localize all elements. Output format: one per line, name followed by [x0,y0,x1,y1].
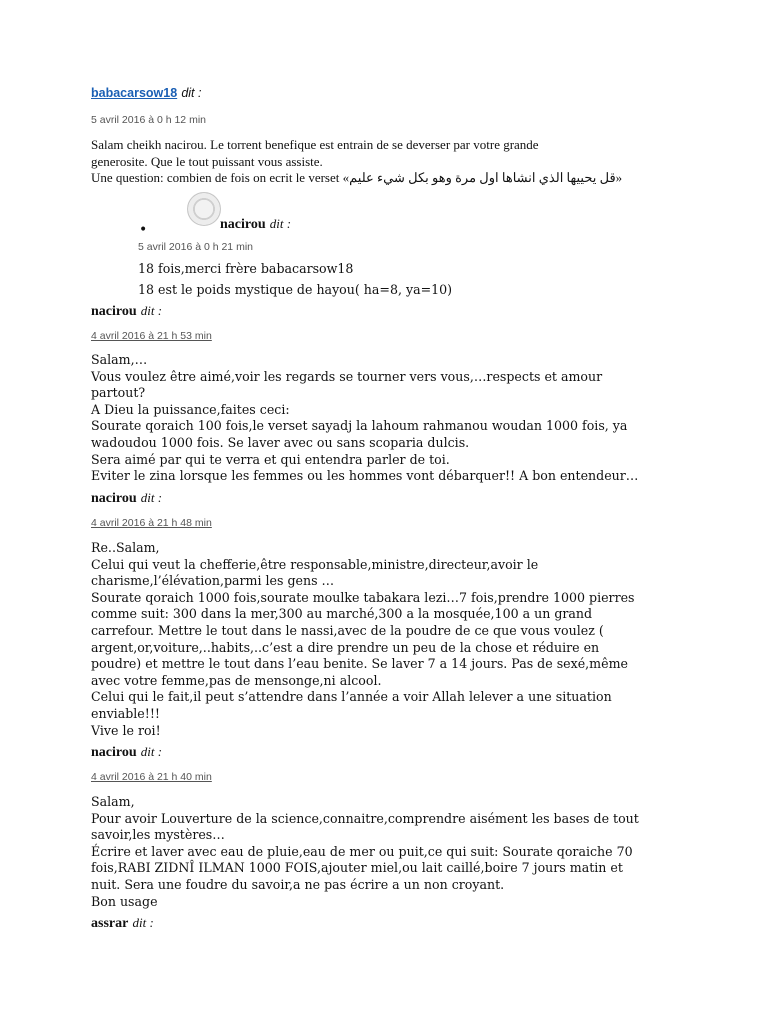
comment-line: Une question: combien de fois on ecrit le verset «قل يحييها الذي انشاها اول مرة وهو بكل شيء عليم» [91,170,623,185]
comment-body [91,540,691,739]
comment-date: 5 avril 2016 à 0 h 12 min [91,114,206,126]
comment-author-line [91,86,201,101]
comment-line: Celui qui veut la chefferie,être responsable,ministre,directeur,avoir le [91,556,539,572]
comment-line: partout? [91,385,146,401]
comment-line: Salam,… [91,352,148,367]
comment-author-line [91,490,162,507]
comment-line: nuit. Sera une foudre du savoir,a ne pas écrire a un non croyant. [91,876,505,892]
comment-line: Re..Salam, [91,540,160,555]
comment-line: generosite. Que le tout puissant vous assiste. [91,153,323,169]
comment-line: A Dieu la puissance,faites ceci: [91,401,290,417]
comment-line: enviable!!! [91,705,160,721]
comment-line: 18 est le poids mystique de hayou( ha=8, ya=10) [138,281,453,297]
comment-body [91,137,691,187]
comment-line: argent,or,voiture,..habits,..c’est a dire prendre un peu de la chose et réduire en [91,639,600,655]
author-link-babacarsow18[interactable]: babacarsow18 [91,86,178,100]
author-name: nacirou [91,304,137,319]
comment-line: carrefour. Mettre le tout dans le nassi,avec de la poudre de ce que vous voulez ( [91,622,604,638]
comment-line: poudre) et mettre le tout dans l’eau benite. Se laver 7 a 14 jours. Pas de sexé,même [91,656,628,672]
comment-line: Pour avoir Louverture de la science,connaitre,comprendre aisément les bases de tout [91,810,639,826]
comment-line: wadoudou 1000 fois. Se laver avec ou sans scoparia dulcis. [91,434,470,450]
comment-line: Salam cheikh nacirou. Le torrent benefique est entrain de se deverser par votre grande [91,137,539,152]
author-name: nacirou [91,745,137,760]
comment-line: Sera aimé par qui te verra et qui entendra parler de toi. [91,451,450,467]
comment-date: 5 avril 2016 à 0 h 21 min [138,241,253,253]
list-bullet: • [139,222,148,238]
author-name: nacirou [220,217,266,232]
comment-line: Sourate qoraich 100 fois,le verset sayadj la lahoum rahmanou woudan 1000 fois, ya [91,418,628,434]
comment-author-line [91,744,162,761]
comment-line: Bon usage [91,893,158,909]
dit-label: dit : [269,216,292,231]
comment-line: avec votre femme,pas de mensonge,ni alcool. [91,672,382,688]
dit-label: dit : [140,490,163,505]
comment-line: Vive le roi! [91,722,161,738]
author-name: nacirou [91,491,137,506]
comment-line: Eviter le zina lorsque les femmes ou les hommes vont débarquer!! A bon entendeur… [91,468,639,484]
comment-author-line [91,303,162,320]
comment-body [91,794,691,910]
comment-author-line [91,915,154,932]
comment-line: 18 fois,merci frère babacarsow18 [138,261,354,276]
comment-line: Vous voulez être aimé,voir les regards se tourner vers vous,…respects et amour [91,368,603,384]
comment-line: fois,RABI ZIDNÎ ILMAN 1000 FOIS,ajouter miel,ou lait caillé,boire 7 jours matin et [91,860,623,876]
comment-line: Écrire et laver avec eau de pluie,eau de mer ou puit,ce qui suit: Sourate qoraiche 70 [91,843,633,859]
dit-label: dit : [181,86,202,100]
comment-line: Salam, [91,794,135,809]
reply-body [138,261,738,298]
dit-label: dit : [132,915,154,930]
comment-line: comme suit: 300 dans la mer,300 au marché,300 a la mosquée,100 a un grand [91,606,593,622]
comment-line: savoir,les mystères… [91,827,225,843]
dit-label: dit : [140,303,163,318]
comment-date-link[interactable]: 4 avril 2016 à 21 h 53 min [91,330,212,342]
avatar [187,192,221,226]
comment-date-link[interactable]: 4 avril 2016 à 21 h 48 min [91,517,212,529]
comment-line: Celui qui le fait,il peut s’attendre dans l’année a voir Allah lelever a une situation [91,689,612,705]
comment-body [91,352,691,485]
reply-author-line [220,216,291,233]
comment-date-link[interactable]: 4 avril 2016 à 21 h 40 min [91,771,212,783]
author-name: assrar [91,916,129,931]
comment-line: charisme,l’élévation,parmi les gens … [91,573,335,589]
comment-line: Sourate qoraich 1000 fois,sourate moulke tabakara lezi…7 fois,prendre 1000 pierres [91,589,635,605]
dit-label: dit : [140,744,163,759]
